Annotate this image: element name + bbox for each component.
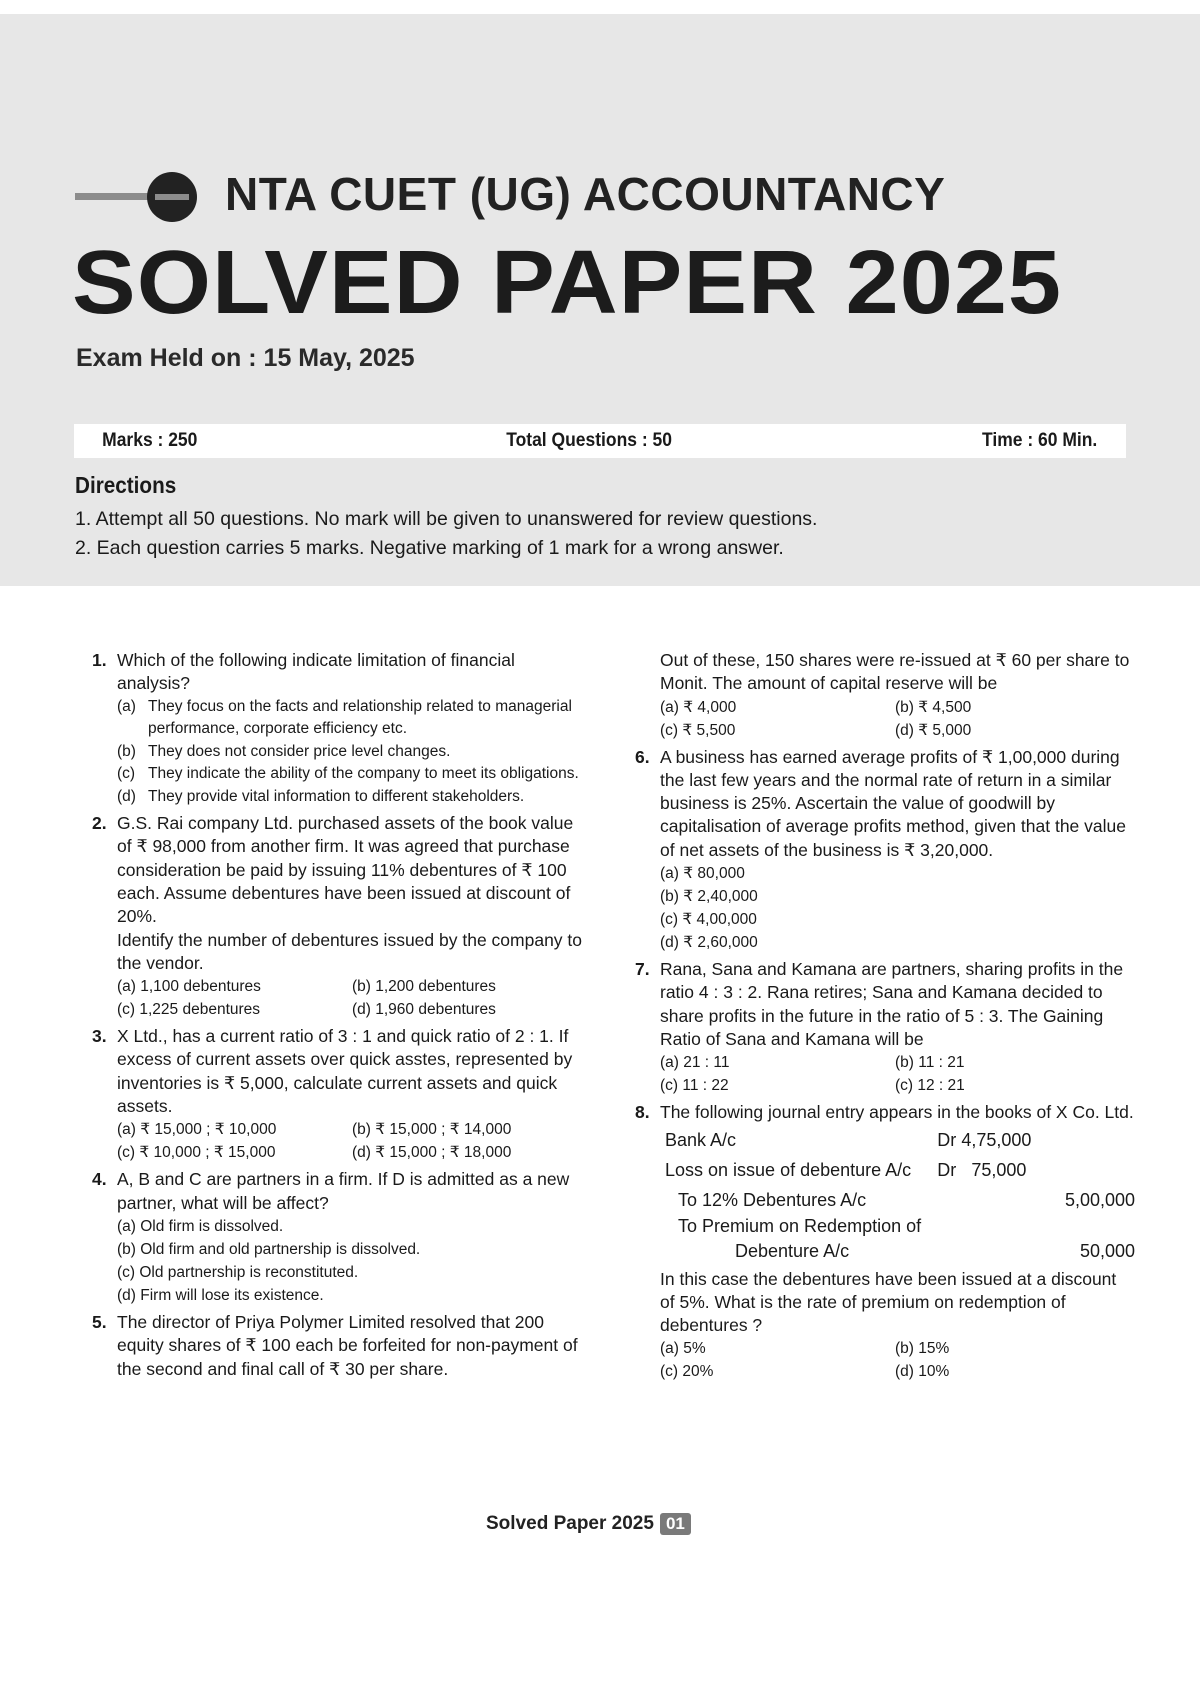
question-7 (635, 958, 1135, 1097)
question-6 (635, 746, 1135, 954)
question-text-continued: Out of these, 150 shares were re-issued at ₹ 60 per share to Monit. The amount of capital reserve will be (660, 650, 1130, 694)
time-label: Time : 60 Min. (981, 430, 1097, 451)
footer-label: Solved Paper 2025 (486, 1513, 654, 1534)
option-b[interactable]: (b) 15% (895, 1340, 950, 1358)
option-c[interactable]: (c) ₹ 5,500 (660, 721, 736, 739)
option-d[interactable]: (d) 10% (895, 1363, 950, 1381)
question-number: 7. (635, 959, 650, 980)
series-title: NTA CUET (UG) ACCOUNTANCY (225, 168, 946, 220)
option-a[interactable]: (a) Old firm is dissolved. (117, 1217, 284, 1235)
journal-row: To 12% Debentures A/c 5,00,000 (678, 1189, 1136, 1210)
question-text: The following journal entry appears in the books of X Co. Ltd. (660, 1102, 1134, 1123)
question-number: 5. (92, 1311, 107, 1332)
question-text: Which of the following indicate limitation of financial analysis? (117, 650, 515, 694)
question-subtext: Identify the number of debentures issued by the company to the vendor. (117, 929, 583, 973)
left-column (92, 649, 592, 1385)
page-number-badge: 01 (660, 1513, 691, 1535)
directions-list (75, 505, 817, 563)
question-text: Rana, Sana and Kamana are partners, sharing profits in the ratio 4 : 3 : 2. Rana retires; Sana and Kamana decided to share profits in the future in the ratio of 5 : 3. The Gaining Ratio of Sana and Kamana will be (660, 959, 1124, 1049)
option-a[interactable]: (a) ₹ 15,000 ; ₹ 10,000 (117, 1121, 277, 1139)
page-footer (486, 1513, 691, 1535)
question-2 (92, 812, 592, 1021)
option-c[interactable]: (c) Old partnership is reconstituted. (117, 1263, 359, 1281)
options-list (117, 696, 592, 809)
options-grid (660, 1051, 1135, 1097)
exam-date: Exam Held on : 15 May, 2025 (76, 344, 415, 372)
question-1 (92, 649, 592, 808)
options-list (117, 1215, 592, 1307)
option-c[interactable]: (c) 1,225 debentures (117, 1001, 261, 1019)
question-number: 6. (635, 746, 650, 767)
question-text: G.S. Rai company Ltd. purchased assets of the book value of ₹ 98,000 from another firm. It was agreed that purchase consideration be paid by issuing 11% debentures of ₹ 100 each. Assume debentures have been issued at discount of 20%. (117, 813, 574, 927)
option-b[interactable]: (b) 11 : 21 (895, 1054, 965, 1072)
direction-item: 1. Attempt all 50 questions. No mark will be given to unanswered for review questions. (75, 508, 818, 530)
question-text: A, B and C are partners in a firm. If D is admitted as a new partner, what will be affect? (117, 1169, 570, 1213)
option-d[interactable]: (d) 1,960 debentures (352, 1001, 496, 1019)
option-d[interactable]: (d) ₹ 15,000 ; ₹ 18,000 (352, 1144, 512, 1162)
option-c[interactable]: (c) 11 : 22 (660, 1077, 729, 1095)
decorative-circle-icon (147, 172, 197, 222)
option-b[interactable]: (b) 1,200 debentures (352, 978, 496, 996)
question-3 (92, 1025, 592, 1164)
exam-info-strip (74, 424, 1126, 458)
directions-heading: Directions (75, 472, 177, 498)
option-d[interactable]: (d) They provide vital information to different stakeholders. (117, 787, 525, 805)
right-column (635, 649, 1135, 1387)
option-d[interactable]: (c) 12 : 21 (895, 1077, 965, 1095)
question-5 (92, 1311, 592, 1381)
option-c[interactable]: (c) 20% (660, 1363, 714, 1381)
question-text: A business has earned average profits of ₹ 1,00,000 during the last few years and the normal rate of return in a similar business is 25%. Ascertain the value of goodwill by capitalisation of average profits method, given that the value of net assets of the business is ₹ 3,20,000. (660, 746, 1126, 860)
question-number: 8. (635, 1102, 650, 1123)
journal-entry (665, 1125, 1135, 1264)
option-a[interactable]: (a) 1,100 debentures (117, 978, 261, 996)
journal-row: Debenture A/c 50,000 (735, 1240, 1135, 1261)
question-8 (635, 1101, 1135, 1383)
question-4 (92, 1168, 592, 1307)
total-questions-label: Total Questions : 50 (506, 430, 672, 451)
option-d[interactable]: (d) Firm will lose its existence. (117, 1286, 324, 1304)
question-subtext: In this case the debentures have been issued at a discount of 5%. What is the rate of premium on redemption of debentures ? (660, 1268, 1117, 1336)
option-c[interactable]: (c) ₹ 10,000 ; ₹ 15,000 (117, 1144, 276, 1162)
marks-label: Marks : 250 (102, 430, 198, 451)
series-decoration (75, 186, 197, 207)
option-d[interactable]: (d) ₹ 5,000 (895, 721, 972, 739)
question-text: The director of Priya Polymer Limited resolved that 200 equity shares of ₹ 100 each be forfeited for non-payment of the second and final call of ₹ 30 per share. (117, 1311, 578, 1379)
options-list (660, 862, 1135, 954)
option-b[interactable]: (b) ₹ 2,40,000 (660, 888, 758, 906)
option-b[interactable]: (b) Old firm and old partnership is dissolved. (117, 1240, 421, 1258)
decorative-bar (75, 193, 153, 200)
option-a[interactable]: (a) ₹ 80,000 (660, 865, 745, 883)
question-text: X Ltd., has a current ratio of 3 : 1 and quick ratio of 2 : 1. If excess of current assets over quick asstes, represented by inventories is ₹ 5,000, calculate current assets and quick assets. (117, 1026, 573, 1117)
question-number: 2. (92, 813, 107, 834)
option-a[interactable]: (a) 21 : 11 (660, 1054, 730, 1072)
question-number: 1. (92, 650, 107, 670)
options-grid (660, 696, 1135, 742)
option-b[interactable]: (b) ₹ 15,000 ; ₹ 14,000 (352, 1121, 512, 1139)
direction-item: 2. Each question carries 5 marks. Negative marking of 1 mark for a wrong answer. (75, 537, 784, 559)
option-a[interactable]: (a) 5% (660, 1340, 706, 1358)
option-c[interactable]: (c) ₹ 4,00,000 (660, 911, 757, 929)
option-b[interactable]: (b) ₹ 4,500 (895, 698, 972, 716)
page-title: SOLVED PAPER 2025 (72, 233, 1063, 333)
option-c[interactable]: (c) They indicate the ability of the company to meet its obligations. (117, 765, 579, 783)
options-grid (660, 1337, 1135, 1383)
options-grid (117, 975, 592, 1021)
option-d[interactable]: (d) ₹ 2,60,000 (660, 934, 758, 952)
option-b[interactable]: (b) They does not consider price level changes. (117, 742, 451, 760)
option-a[interactable]: (a) They focus on the facts and relationship related to managerial performance, corporate efficiency etc. (117, 697, 572, 738)
journal-row: Bank A/c Dr 4,75,000 (665, 1129, 1032, 1150)
journal-row: Loss on issue of debenture A/c Dr 75,000 (665, 1159, 1027, 1180)
question-5-continued (635, 649, 1135, 742)
option-a[interactable]: (a) ₹ 4,000 (660, 698, 737, 716)
options-grid (117, 1118, 592, 1164)
journal-row: To Premium on Redemption of (678, 1215, 922, 1236)
question-number: 3. (92, 1026, 107, 1047)
question-number: 4. (92, 1169, 107, 1190)
